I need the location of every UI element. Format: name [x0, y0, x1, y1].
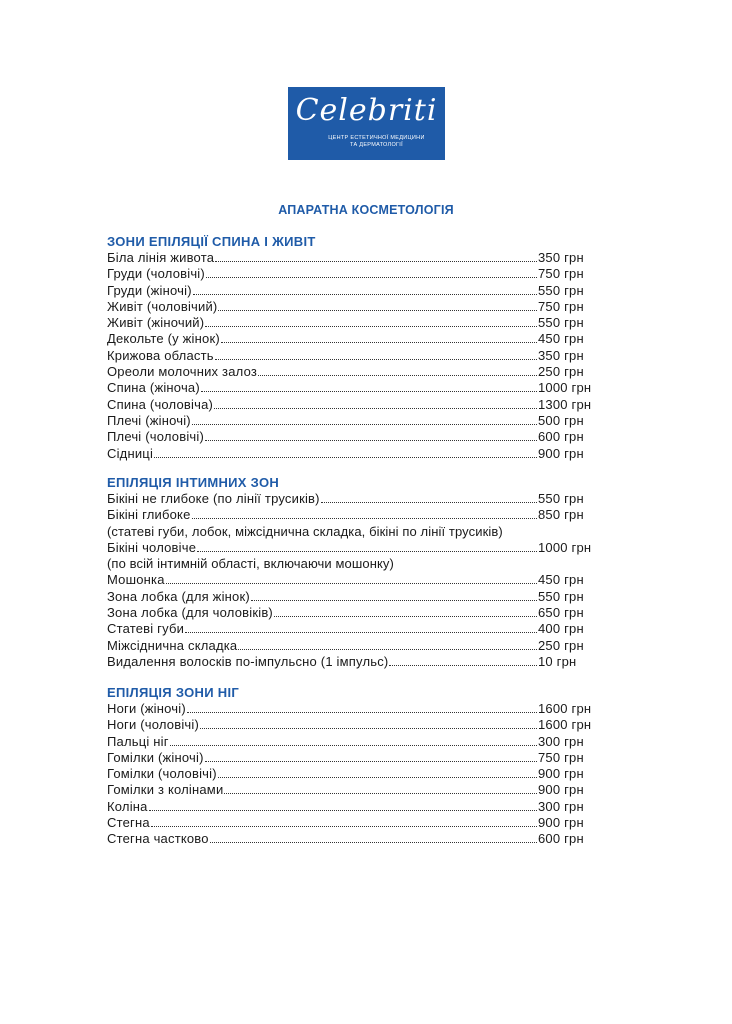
dot-leader [205, 429, 537, 441]
price-note: (статеві губи, лобок, міжсіднична складка, бікіні по лінії трусиків) [107, 523, 503, 539]
logo-subtitle [314, 135, 439, 149]
section-title: ЕПІЛЯЦІЯ ІНТИМНИХ ЗОН [107, 475, 280, 490]
price-row [107, 315, 600, 331]
price-row [107, 413, 600, 429]
service-name: Сідниці [107, 445, 154, 461]
service-name: Ноги (чоловічі) [107, 717, 200, 733]
service-name: Плечі (жіночі) [107, 412, 191, 428]
service-price: 1300 грн [538, 396, 592, 412]
price-row [107, 831, 600, 847]
price-row [107, 299, 600, 315]
dot-leader [215, 250, 537, 262]
service-name: Живіт (чоловічий) [107, 298, 218, 314]
logo-wordmark: Celebriti [295, 93, 438, 128]
price-row [107, 364, 600, 380]
section-title: ЕПІЛЯЦІЯ ЗОНИ НІГ [107, 685, 240, 700]
price-row [107, 266, 600, 282]
price-row [107, 654, 600, 670]
service-name: Міжсіднична складка [107, 637, 238, 653]
service-price: 750 грн [538, 266, 584, 282]
dot-leader [205, 750, 537, 762]
dot-leader [170, 734, 537, 746]
dot-leader [238, 638, 537, 650]
price-row [107, 380, 600, 396]
service-name: Видалення волосків по-імпульсно (1 імпульс) [107, 653, 389, 669]
service-name: Статеві губи [107, 621, 185, 637]
price-row [107, 540, 600, 556]
service-name: Гомілки (чоловічі) [107, 766, 217, 782]
logo-subtitle-line1: ЦЕНТР ЕСТЕТИЧНОЇ МЕДИЦИНИ [328, 135, 425, 141]
dot-leader [149, 799, 537, 811]
section-legs [107, 685, 600, 848]
service-name: Гомілки (жіночі) [107, 749, 204, 765]
dot-leader [201, 380, 537, 392]
service-price: 1000 грн [538, 539, 592, 555]
service-name: Стегна частково [107, 831, 209, 847]
service-price: 500 грн [538, 412, 584, 428]
service-name: Ноги (жіночі) [107, 701, 186, 716]
dot-leader [206, 266, 537, 278]
service-price: 350 грн [538, 250, 584, 265]
page-title: АПАРАТНА КОСМЕТОЛОГІЯ [278, 203, 454, 217]
service-name: Гомілки з колінами [107, 782, 224, 798]
dot-leader [224, 782, 537, 794]
price-row [107, 589, 600, 605]
service-price: 600 грн [538, 429, 584, 445]
service-name: Зона лобка (для жінок) [107, 588, 250, 604]
service-price: 300 грн [538, 798, 584, 814]
service-price: 10 грн [538, 653, 577, 669]
service-name: Стегна [107, 815, 150, 831]
service-price: 550 грн [538, 588, 584, 604]
price-row [107, 348, 600, 364]
service-name: Декольте (у жінок) [107, 331, 220, 347]
service-price: 250 грн [538, 637, 584, 653]
price-row [107, 397, 600, 413]
service-price: 400 грн [538, 621, 584, 637]
logo-subtitle-line2: ТА ДЕРМАТОЛОГІЇ [350, 142, 403, 148]
brand-logo [288, 87, 445, 160]
dot-leader [193, 283, 537, 295]
price-row [107, 815, 600, 831]
price-row [107, 572, 600, 588]
service-price: 1600 грн [538, 701, 592, 716]
price-row [107, 717, 600, 733]
service-price: 450 грн [538, 331, 584, 347]
dot-leader [200, 717, 537, 729]
service-name: Плечі (чоловічі) [107, 429, 204, 445]
service-price: 900 грн [538, 445, 584, 461]
price-row [107, 734, 600, 750]
service-name: Пальці ніг [107, 733, 169, 749]
dot-leader [154, 446, 537, 458]
dot-leader [215, 348, 537, 360]
price-row [107, 446, 600, 462]
service-name: Бікіні глибоке [107, 507, 191, 523]
price-row [107, 621, 600, 637]
price-row [107, 701, 600, 717]
section-title: ЗОНИ ЕПІЛЯЦІЇ СПИНА І ЖИВІТ [107, 234, 316, 249]
service-price: 550 грн [538, 282, 584, 298]
service-price: 750 грн [538, 749, 584, 765]
price-row [107, 782, 600, 798]
service-price: 550 грн [538, 491, 584, 506]
service-price: 250 грн [538, 364, 584, 380]
service-price: 1600 грн [538, 717, 592, 733]
service-name: Ореоли молочних залоз [107, 364, 258, 380]
price-row [107, 429, 600, 445]
service-name: Бікіні не глибоке (по лінії трусиків) [107, 491, 320, 506]
price-row [107, 491, 600, 507]
dot-leader [321, 491, 537, 503]
dot-leader [389, 654, 537, 666]
service-name: Живіт (жіночий) [107, 315, 205, 331]
price-row [107, 766, 600, 782]
price-note: (по всій інтимній області, включаючи мошонку) [107, 556, 394, 572]
service-price: 650 грн [538, 605, 584, 621]
dot-leader [187, 701, 537, 713]
dot-leader [274, 605, 537, 617]
service-price: 1000 грн [538, 380, 592, 396]
price-row [107, 283, 600, 299]
service-name: Спина (чоловіча) [107, 396, 214, 412]
price-row [107, 638, 600, 654]
service-name: Груди (жіночі) [107, 282, 192, 298]
service-name: Крижова область [107, 347, 214, 363]
service-price: 600 грн [538, 831, 584, 847]
dot-leader [151, 815, 537, 827]
service-name: Спина (жіноча) [107, 380, 200, 396]
price-row [107, 799, 600, 815]
service-price: 300 грн [538, 733, 584, 749]
price-row [107, 507, 600, 523]
service-name: Біла лінія живота [107, 250, 215, 265]
price-row [107, 605, 600, 621]
dot-leader [185, 621, 537, 633]
service-price: 850 грн [538, 507, 584, 523]
dot-leader [218, 299, 537, 311]
dot-leader [192, 507, 537, 519]
dot-leader [197, 540, 537, 552]
dot-leader [192, 413, 537, 425]
price-row [107, 331, 600, 347]
dot-leader [221, 331, 537, 343]
section-back-belly [107, 234, 600, 462]
service-price: 900 грн [538, 782, 584, 798]
service-price: 900 грн [538, 815, 584, 831]
service-name: Груди (чоловічі) [107, 266, 205, 282]
dot-leader [258, 364, 537, 376]
service-name: Мошонка [107, 572, 165, 588]
price-row [107, 250, 600, 266]
service-name: Бікіні чоловіче [107, 539, 197, 555]
section-intimate-zones [107, 475, 600, 670]
price-row [107, 750, 600, 766]
service-price: 550 грн [538, 315, 584, 331]
dot-leader [218, 766, 537, 778]
service-name: Зона лобка (для чоловіків) [107, 605, 273, 621]
dot-leader [214, 397, 537, 409]
service-price: 450 грн [538, 572, 584, 588]
service-price: 750 грн [538, 298, 584, 314]
dot-leader [251, 589, 537, 601]
service-name: Коліна [107, 798, 148, 814]
dot-leader [210, 831, 537, 843]
service-price: 900 грн [538, 766, 584, 782]
dot-leader [166, 572, 537, 584]
dot-leader [205, 315, 537, 327]
service-price: 350 грн [538, 347, 584, 363]
